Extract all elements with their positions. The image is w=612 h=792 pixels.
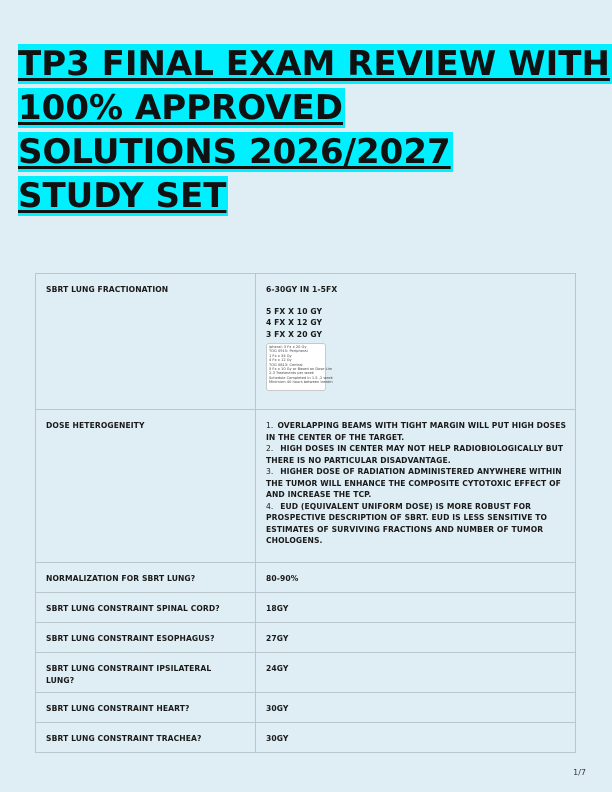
table-row [36, 410, 576, 563]
title-line: 100% APPROVED [18, 88, 343, 128]
image-text: 1 Fx x 34 Gy [269, 353, 292, 358]
table-row [36, 623, 576, 653]
definition-item: 3 FX X 20 GY [266, 329, 323, 339]
definition-cell [256, 653, 576, 693]
term-text: NORMALIZATION FOR SBRT LUNG? [46, 574, 196, 583]
title-line: STUDY SET [18, 176, 227, 216]
term-text: DOSE HETEROGENEITY [46, 421, 145, 430]
numbered-point-cont: ESTIMATES OF SURVIVING FRACTIONS AND NUMBER OF TUMOR [266, 524, 544, 534]
numbered-point-cont: AND INCREASE THE TCP. [266, 490, 372, 499]
table-row [36, 274, 576, 410]
answer-text: 27GY [266, 634, 289, 643]
page-number: 1/7 [573, 768, 586, 777]
term-cell [36, 723, 256, 753]
fractionation-image [266, 343, 333, 391]
definition-cell [256, 723, 576, 753]
image-text: 2-3 Treatments per week [269, 371, 314, 376]
answer-text: 30GY [266, 734, 289, 743]
definition-head: 6-30GY IN 1-5FX [266, 285, 338, 294]
term-text: SBRT LUNG CONSTRAINT IPSILATERAL [46, 664, 212, 673]
definition-item: 5 FX X 10 GY [266, 306, 323, 316]
definition-cell [256, 693, 576, 723]
flashcard-table [35, 273, 576, 753]
term-cell [36, 653, 256, 693]
numbered-point-cont: PROSPECTIVE DESCRIPTION OF SBRT. EUD IS LESS SENSITIVE TO [266, 513, 548, 522]
numbered-point-cont: IN THE CENTER OF THE TARGET. [266, 432, 405, 442]
term-text: SBRT LUNG CONSTRAINT SPINAL CORD? [46, 604, 220, 613]
numbered-point-cont: THE TUMOR WILL ENHANCE THE COMPOSITE CYTOTOXIC EFFECT OF [266, 478, 561, 488]
term-cell [36, 623, 256, 653]
definition-cell [256, 274, 576, 410]
definition-cell [256, 410, 576, 563]
numbered-point-cont: THERE IS NO PARTICULAR DISADVANTAGE. [266, 455, 451, 465]
table-row [36, 593, 576, 623]
term-cell [36, 593, 256, 623]
image-text: ipheral: 3 Fx x 20 Gy [269, 345, 307, 349]
definition-cell [256, 623, 576, 653]
table-row [36, 653, 576, 693]
term-text: SBRT LUNG CONSTRAINT HEART? [46, 704, 190, 713]
image-text: TOG 0915: Peripheral [269, 349, 308, 354]
definition-cell [256, 593, 576, 623]
numbered-point: 1. OVERLAPPING BEAMS WITH TIGHT MARGIN WILL PUT HIGH DOSES [266, 421, 567, 430]
table-row [36, 563, 576, 593]
numbered-point: 3. HIGHER DOSE OF RADIATION ADMINISTERED ANYWHERE WITHIN [266, 467, 562, 476]
numbered-point: 4. EUD (EQUIVALENT UNIFORM DOSE) IS MORE ROBUST FOR [266, 501, 532, 511]
image-text: TOG 0813: Central [269, 362, 303, 367]
term-text: SBRT LUNG CONSTRAINT ESOPHAGUS? [46, 634, 215, 643]
answer-text: 18GY [266, 604, 289, 613]
term-cell [36, 410, 256, 563]
term-cell [36, 693, 256, 723]
image-text: 4 Fx x 12 Gy [269, 358, 292, 363]
numbered-point-cont: CHOLOGENS. [266, 536, 323, 545]
title-line: TP3 FINAL EXAM REVIEW WITH [18, 44, 610, 84]
numbered-point: 2. HIGH DOSES IN CENTER MAY NOT HELP RADIOBIOLOGICALLY BUT [266, 444, 564, 453]
term-cell [36, 563, 256, 593]
term-text: SBRT LUNG CONSTRAINT TRACHEA? [46, 734, 202, 743]
answer-text: 30GY [266, 704, 289, 713]
title-line: SOLUTIONS 2026/2027 [18, 132, 451, 172]
table-row [36, 693, 576, 723]
image-text: Minimum 40 hours between treatm [269, 380, 333, 385]
image-text: Schedule Completed in 1.5 -2 week [269, 375, 333, 380]
definition-cell [256, 563, 576, 593]
definition-item: 4 FX X 12 GY [266, 318, 323, 327]
answer-text: 80-90% [266, 574, 299, 583]
answer-text: 24GY [266, 664, 289, 673]
table-row [36, 723, 576, 753]
image-text: 5 Fx x 10 Gy or Based on Dose Lim [269, 367, 333, 372]
term-text: SBRT LUNG FRACTIONATION [46, 285, 169, 294]
term-text: LUNG? [46, 675, 75, 685]
term-cell [36, 274, 256, 410]
document-title [18, 42, 610, 218]
